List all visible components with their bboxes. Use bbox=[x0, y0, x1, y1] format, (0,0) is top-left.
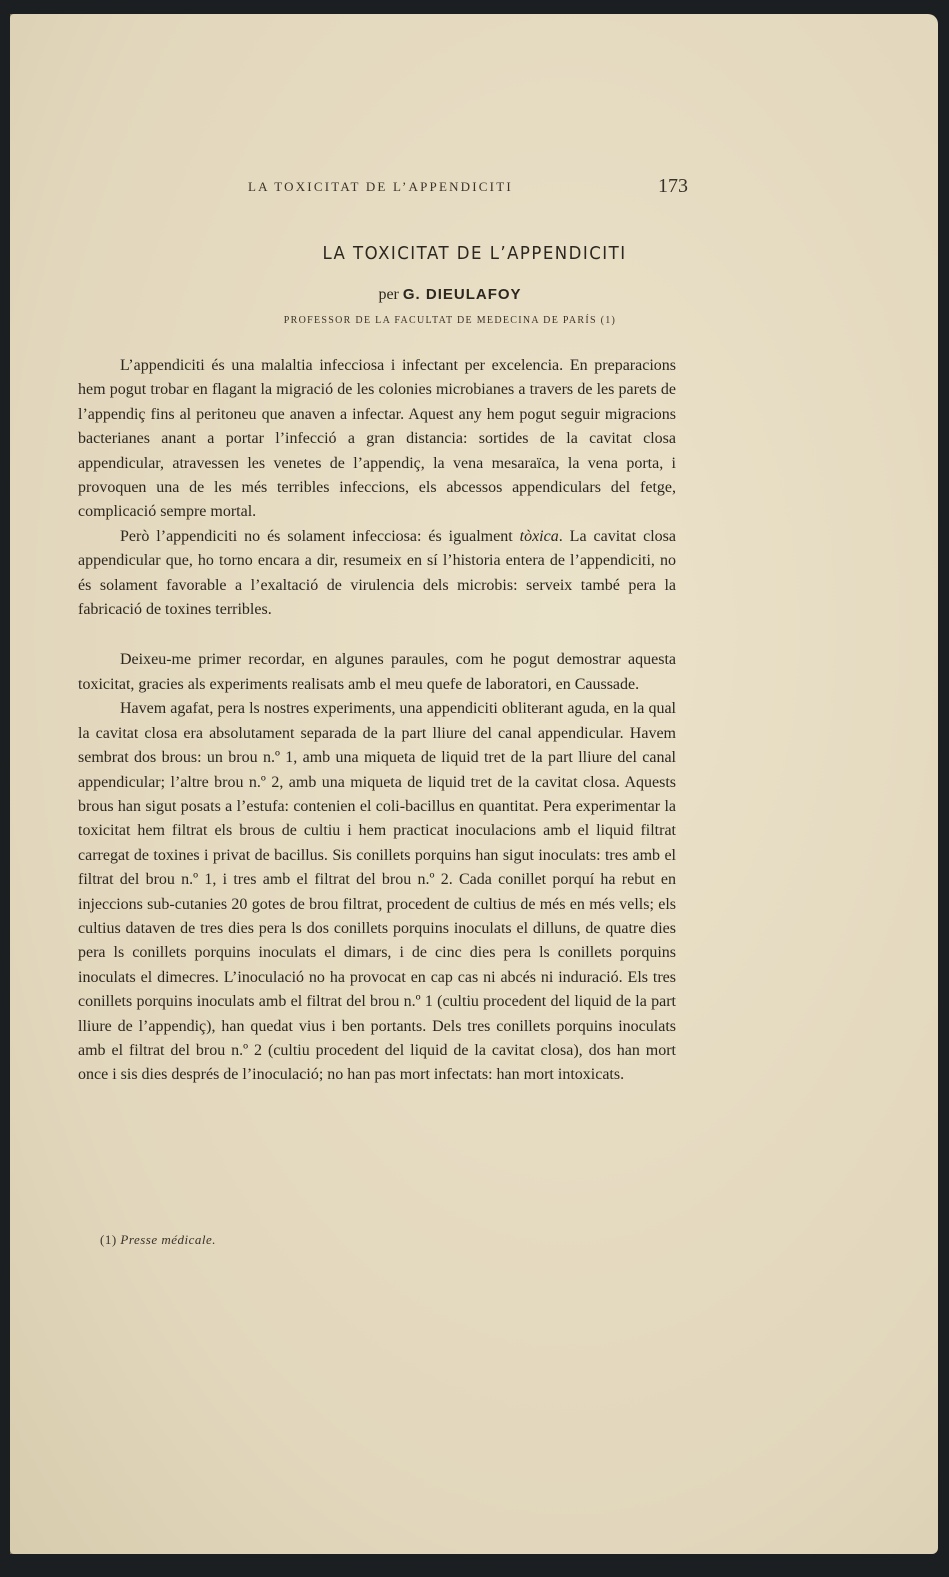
page-number: 173 bbox=[658, 175, 688, 197]
footnote bbox=[100, 1232, 216, 1248]
author-name: G. DIEULAFOY bbox=[402, 286, 522, 303]
paragraph: Havem agafat, pera ls nostres experiments, una appendiciti obliterant aguda, en la qual la cavitat closa era absolutament separada de la part lliure del canal appendicular. Havem sembrat dos brous: un brou n.º 1, amb una miqueta de liquid tret de la part lliure del canal appendicular; l’altre brou n.º 2, amb una miqueta de liquid tret de la cavitat closa. Aquests brous han sigut posats a l’estufa: contenien el coli-bacillus en quantitat. Pera experimentar la toxicitat hem filtrat els brous de cultiu i hem practicat inoculacions amb el liquid filtrat carregat de toxines i privat de bacillus. Sis conillets porquins han sigut inoculats: tres amb el filtrat del brou n.º 1, i tres amb el filtrat del brou n.º 2. Cada conillet porquí ha rebut en injeccions sub-cutanies 20 gotes de brou filtrat, procedent de cultius de més en més vells; els cultius dataven de tres dies pera ls dos conillets porquins inoculats el dilluns, de quatre dies pera ls conillets porquins inoculats el dimars, i de cinc dies pera ls conillets porquins inoculats el dimecres. L’inoculació no ha provocat en cap cas ni abcés ni induració. Els tres conillets porquins inoculats amb el filtrat del brou n.º 1 (cultiu procedent del liquid de la part lliure de l’appendiç), han quedat vius i ben portants. Dels tres conillets porquins inoculats amb el filtrat del brou n.º 2 (cultiu procedent del liquid de la cavitat closa), dos han mort once i sis dies després de l’inoculació; no han pas mort infectats: han mort intoxicats. bbox=[78, 700, 676, 1084]
footnote-text: Presse médicale. bbox=[120, 1232, 217, 1247]
paragraph: Deixeu-me primer recordar, en algunes paraules, com he pogut demostrar aquesta toxicitat, gracies als experiments realisats amb el meu quefe de laboratori, en Caussade. bbox=[78, 651, 676, 693]
author-affiliation: PROFESSOR DE LA FACULTAT DE MEDECINA DE PARÍS (1) bbox=[283, 315, 617, 326]
emphasis-text: tòxica bbox=[519, 527, 559, 545]
paragraph-text: Però l’appendiciti no és solament infecciosa: és igualment bbox=[120, 527, 520, 545]
paragraph: L’appendiciti és una malaltia infecciosa i infectant per excelencia. En preparacions hem pogut trobar en flagant la migració de les colonies microbianes a travers de les parets de l’appendiç fins al peritoneu que anaven a infectar. Aquest any hem pogut seguir migracions bacterianes anant a portar l’infecció a gran distancia: sortides de la cavitat closa appendicular, atravessen les venetes de l’appendiç, la vena mesaraïca, la vena porta, i provoquen una de les més terribles infeccions, els abcessos appendiculars del fetge, complicació sempre mortal. bbox=[78, 357, 676, 521]
author-prefix: per bbox=[378, 286, 399, 303]
author-line bbox=[0, 286, 900, 304]
paragraph-text: . La cavitat closa appendicular que, ho torno encara a dir, resumeix en sí l’historia entera de l’appendiciti, no és solament favorable a l’exaltació de virulencia dels microbis: serveix també pera la fabricació de toxines terribles. bbox=[78, 527, 677, 619]
article-body bbox=[78, 354, 676, 1088]
running-head bbox=[248, 176, 688, 200]
paragraph bbox=[78, 525, 676, 623]
footnote-marker: (1) bbox=[100, 1232, 117, 1247]
running-head-title: LA TOXICITAT DE L’APPENDICITI bbox=[248, 179, 513, 194]
article-title: LA TOXICITAT DE L’APPENDICITI bbox=[322, 243, 627, 264]
